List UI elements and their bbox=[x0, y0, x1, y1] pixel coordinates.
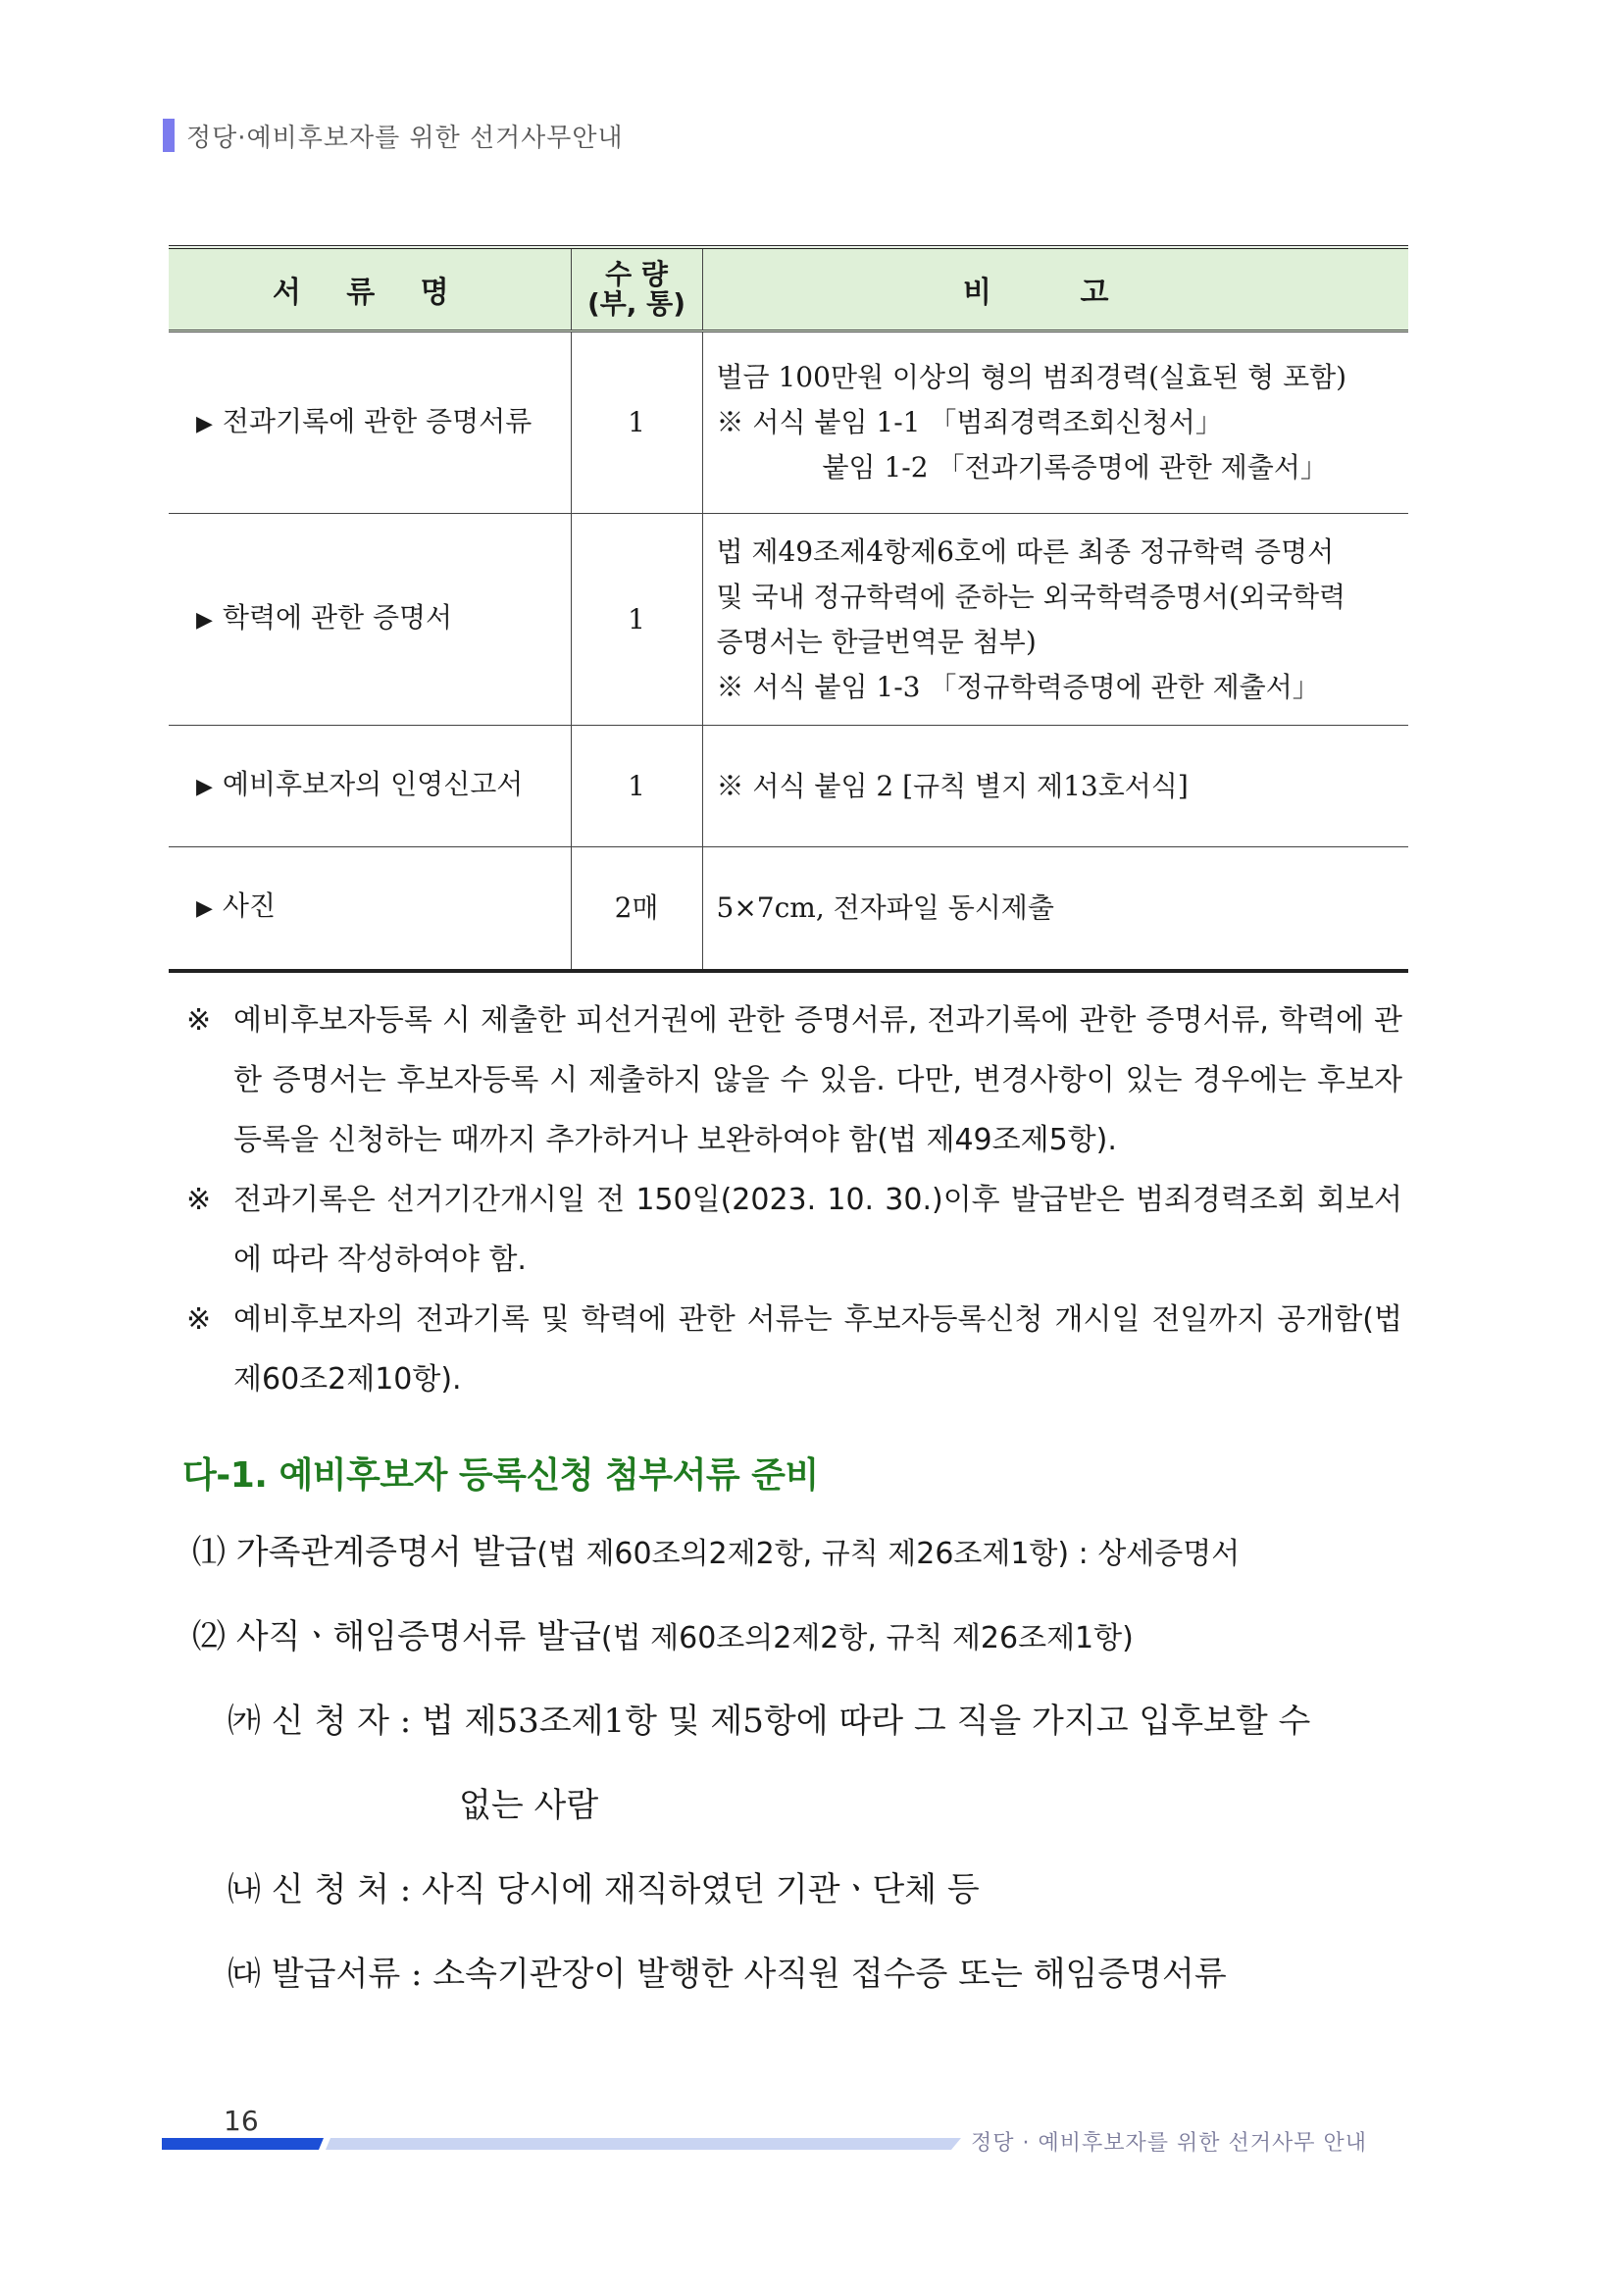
reference-mark-icon: ※ bbox=[186, 1302, 212, 1337]
triangle-bullet-icon: ▶ bbox=[196, 411, 213, 436]
list-item: ㈐ 발급서류 : 소속기관장이 발행한 사직원 접수증 또는 해임증명서류 bbox=[228, 1955, 1227, 1994]
row-document-name: ▶ 학력에 관한 증명서 bbox=[169, 514, 571, 726]
list-item: ⑴ 가족관계증명서 발급(법 제60조의2제2항, 규칙 제26조제1항) : 상세증명서 bbox=[192, 1533, 1241, 1572]
running-header bbox=[163, 118, 624, 153]
table-row bbox=[169, 847, 1408, 971]
table-row bbox=[169, 331, 1408, 514]
table-row bbox=[169, 514, 1408, 726]
row-document-name: ▶ 사진 bbox=[169, 847, 571, 971]
list-item: ㈏ 신 청 처 : 사직 당시에 재직하였던 기관ㆍ단체 등 bbox=[228, 1870, 980, 1909]
reference-mark-icon: ※ bbox=[186, 1183, 212, 1217]
list-item: 없는 사람 bbox=[459, 1786, 599, 1825]
row-quantity: 1 bbox=[571, 726, 702, 847]
row-note: 법 제49조제4항제6호에 따른 최종 정규학력 증명서 및 국내 정규학력에 준하는 외국학력증명서(외국학력 증명서는 한글번역문 첨부) ※ 서식 붙임 1-3 「정규학력증명에 관한 제출서」 bbox=[702, 514, 1408, 726]
row-quantity: 1 bbox=[571, 331, 702, 514]
triangle-bullet-icon: ▶ bbox=[196, 775, 213, 799]
table-row bbox=[169, 726, 1408, 847]
header-note: 비 고 bbox=[702, 247, 1408, 331]
reference-mark-icon: ※ bbox=[186, 1003, 212, 1038]
row-note: ※ 서식 붙임 2 [규칙 별지 제13호서식] bbox=[702, 726, 1408, 847]
header-accent-bar bbox=[163, 119, 175, 152]
table-header-row bbox=[169, 247, 1408, 331]
page-number: 16 bbox=[224, 2105, 259, 2137]
triangle-bullet-icon: ▶ bbox=[196, 608, 213, 633]
row-quantity: 2매 bbox=[571, 847, 702, 971]
header-quantity: 수 량 (부, 통) bbox=[571, 247, 702, 331]
remarks bbox=[186, 991, 1402, 1409]
row-note: 벌금 100만원 이상의 형의 범죄경력(실효된 형 포함) ※ 서식 붙임 1-1 「범죄경력조회신청서」 붙임 1-2 「전과기록증명에 관한 제출서」 bbox=[702, 331, 1408, 514]
documents-table bbox=[169, 245, 1408, 973]
header-title: 정당·예비후보자를 위한 선거사무안내 bbox=[186, 123, 624, 153]
triangle-bullet-icon: ▶ bbox=[196, 896, 213, 922]
header-document-name: 서 류 명 bbox=[169, 247, 571, 331]
remark-item: ※ 예비후보자의 전과기록 및 학력에 관한 서류는 후보자등록신청 개시일 전일까지 공개함(법 제60조2제10항). bbox=[186, 1290, 1402, 1409]
row-quantity: 1 bbox=[571, 514, 702, 726]
footer-bar bbox=[162, 2138, 961, 2150]
list-item: ⑵ 사직ㆍ해임증명서류 발급(법 제60조의2제2항, 규칙 제26조제1항) bbox=[192, 1617, 1134, 1656]
footer-title: 정당 · 예비후보자를 위한 선거사무 안내 bbox=[971, 2131, 1367, 2156]
row-note: 5×7cm, 전자파일 동시제출 bbox=[702, 847, 1408, 971]
remark-item: ※ 전과기록은 선거기간개시일 전 150일(2023. 10. 30.)이후 발급받은 범죄경력조회 회보서에 따라 작성하여야 함. bbox=[186, 1170, 1402, 1290]
row-document-name: ▶ 전과기록에 관한 증명서류 bbox=[169, 331, 571, 514]
remark-item: ※ 예비후보자등록 시 제출한 피선거권에 관한 증명서류, 전과기록에 관한 증명서류, 학력에 관한 증명서는 후보자등록 시 제출하지 않을 수 있음. 다만, 변경사항이 있는 경우에는 후보자등록을 신청하는 때까지 추가하거나 보완하여야 함(법 제49조제5항). bbox=[186, 991, 1402, 1170]
section-title: 다-1. 예비후보자 등록신청 첨부서류 준비 bbox=[182, 1455, 819, 1496]
row-document-name: ▶ 예비후보자의 인영신고서 bbox=[169, 726, 571, 847]
list-item: ㈎ 신 청 자 : 법 제53조제1항 및 제5항에 따라 그 직을 가지고 입후보할 수 bbox=[228, 1702, 1311, 1741]
